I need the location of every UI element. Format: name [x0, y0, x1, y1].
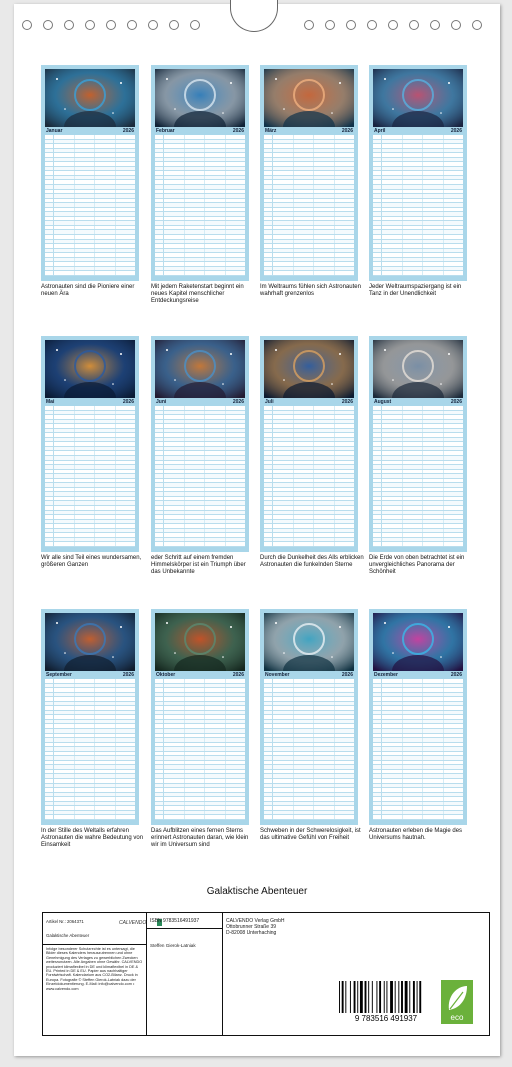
month-name: August	[374, 399, 392, 405]
month-header	[45, 127, 135, 135]
month-year: 2026	[122, 128, 134, 134]
legal-text: Infolge besonderer Schutzrechte ist es untersagt, die Bilder dieses Kalenders herauszutrennen und ohne Genehmigung des Verlages zu gewerblichen Zwecken weiterzunutzen. Alle Angaben ohne Gewähr. CALVENDO produziert klimaflexibel in DE und klimaflexibel in DE & EU. Printed in DE & EU. Papier aus nachhaltiger Forstwirtschaft. Kalendarium aus CO2-Bilanz. Druck in Europa. Fotografie © Steffen Gierok-Latniak dazu der Einzeldokumentierung. E-Mail: info@calvendo.com • www.calvendo.com	[46, 947, 143, 991]
day-row	[155, 815, 245, 820]
month-caption: Schweben in der Schwerelosigkeit, ist das ultimative Gefühl von Freiheit	[260, 828, 361, 841]
isbn-barcode	[333, 979, 439, 1023]
day-row	[264, 815, 354, 820]
binding-hole	[169, 20, 179, 30]
month-year: 2026	[341, 128, 353, 134]
month-grid	[155, 679, 245, 820]
month-grid	[373, 406, 463, 547]
month-caption: Das Aufblitzen eines fernen Sterns erinnert Astronauten daran, wie klein wir im Universum sind	[151, 828, 249, 848]
binding-hole	[148, 20, 158, 30]
barcode-digits: 9 783516 491937	[354, 1014, 418, 1023]
month-panel-maerz	[260, 65, 358, 281]
day-row	[264, 542, 354, 547]
month-photo	[45, 340, 135, 398]
month-panel-januar	[41, 65, 139, 281]
publisher-line-1: CALVENDO Verlag GmbH	[226, 918, 285, 924]
month-panel-oktober	[151, 609, 249, 825]
month-photo	[45, 613, 135, 671]
month-name: Juni	[156, 399, 167, 405]
binding-hole	[127, 20, 137, 30]
month-grid	[155, 406, 245, 547]
month-grid	[155, 135, 245, 276]
binding-hole	[190, 20, 200, 30]
month-name: Februar	[156, 128, 175, 134]
month-caption: Mit jedem Raketenstart beginnt ein neues Kapitel menschlicher Entdeckungsreise	[151, 284, 244, 304]
month-header	[373, 398, 463, 406]
month-name: März	[265, 128, 277, 134]
calendar-page	[14, 4, 500, 1056]
month-photo	[373, 340, 463, 398]
binding-hole	[346, 20, 356, 30]
author-name: Steffen Gierok-Latniak	[150, 943, 196, 948]
binding-hole	[106, 20, 116, 30]
logo-text: CALVENDO	[119, 920, 147, 926]
month-header	[264, 127, 354, 135]
footer-calendar-name: Galaktische Abenteuer	[46, 933, 90, 938]
article-number: Artikel Nr.: 2064371	[46, 919, 84, 924]
month-grid	[264, 406, 354, 547]
day-row	[45, 542, 135, 547]
day-row	[373, 271, 463, 276]
month-caption: eder Schritt auf einem fremden Himmelskörper ist ein Triumph über das Unbekannte	[151, 555, 246, 575]
month-header	[264, 671, 354, 679]
day-row	[373, 815, 463, 820]
month-photo	[45, 69, 135, 127]
month-header	[155, 127, 245, 135]
leaf-icon	[441, 980, 473, 1024]
month-name: Januar	[46, 128, 63, 134]
month-name: Dezember	[374, 672, 398, 678]
month-year: 2026	[232, 128, 244, 134]
month-caption: Jeder Weltraumspaziergang ist ein Tanz in der Unendlichkeit	[369, 284, 462, 297]
publisher-line-2: Ottobrunner Straße 39	[226, 924, 277, 930]
footer-left-column	[43, 913, 147, 1035]
month-header	[373, 671, 463, 679]
month-name: Oktober	[156, 672, 176, 678]
month-photo	[155, 340, 245, 398]
binding-hole	[43, 20, 53, 30]
month-panel-dezember	[369, 609, 467, 825]
eco-label: eco	[450, 1013, 464, 1022]
month-year: 2026	[232, 399, 244, 405]
binding-hole	[472, 20, 482, 30]
month-name: September	[46, 672, 72, 678]
binding-hole	[409, 20, 419, 30]
month-name: November	[265, 672, 290, 678]
month-caption: Astronauten sind die Pioniere einer neuen Ära	[41, 284, 135, 297]
month-grid	[45, 406, 135, 547]
month-header	[45, 671, 135, 679]
month-grid	[373, 679, 463, 820]
month-year: 2026	[450, 672, 462, 678]
month-grid	[264, 679, 354, 820]
month-grid	[45, 135, 135, 276]
month-grid	[373, 135, 463, 276]
month-year: 2026	[122, 399, 134, 405]
month-panel-april	[369, 65, 467, 281]
month-panel-juli	[260, 336, 358, 552]
month-panel-august	[369, 336, 467, 552]
binding-hole	[304, 20, 314, 30]
month-caption: Wir alle sind Teil eines wundersamen, größeren Ganzen	[41, 555, 142, 568]
month-photo	[155, 69, 245, 127]
month-year: 2026	[450, 128, 462, 134]
day-row	[155, 271, 245, 276]
month-year: 2026	[122, 672, 134, 678]
month-grid	[264, 135, 354, 276]
isbn-text: ISBN 9783516491937	[150, 918, 200, 924]
month-caption: Im Weltraums fühlen sich Astronauten wahrhaft grenzenlos	[260, 284, 361, 297]
footer-info-box	[42, 912, 490, 1036]
binding-hole	[85, 20, 95, 30]
month-header	[155, 671, 245, 679]
month-panel-mai	[41, 336, 139, 552]
month-year: 2026	[341, 399, 353, 405]
month-panel-februar	[151, 65, 249, 281]
month-year: 2026	[341, 672, 353, 678]
month-caption: Die Erde von oben betrachtet ist ein unvergleichliches Panorama der Schönheit	[369, 555, 465, 575]
month-header	[264, 398, 354, 406]
month-panel-september	[41, 609, 139, 825]
binding-hole	[64, 20, 74, 30]
binding-hole	[22, 20, 32, 30]
month-photo	[373, 69, 463, 127]
month-header	[373, 127, 463, 135]
month-photo	[264, 340, 354, 398]
month-caption: Astronauten erleben die Magie des Universums hautnah.	[369, 828, 463, 841]
day-row	[155, 542, 245, 547]
month-panel-juni	[151, 336, 249, 552]
month-year: 2026	[450, 399, 462, 405]
month-photo	[264, 613, 354, 671]
binding-hole	[430, 20, 440, 30]
month-photo	[264, 69, 354, 127]
month-photo	[373, 613, 463, 671]
month-header	[155, 398, 245, 406]
month-caption: Durch die Dunkelheit des Alls erblicken Astronauten die funkelnden Sterne	[260, 555, 364, 568]
eco-badge	[440, 979, 474, 1025]
month-photo	[155, 613, 245, 671]
month-grid	[45, 679, 135, 820]
day-row	[45, 815, 135, 820]
day-row	[264, 271, 354, 276]
day-row	[373, 542, 463, 547]
month-year: 2026	[232, 672, 244, 678]
month-name: April	[374, 128, 386, 134]
day-row	[45, 271, 135, 276]
footer-middle-column	[147, 913, 223, 1035]
binding-hole	[451, 20, 461, 30]
month-name: Juli	[265, 399, 274, 405]
calendar-title: Galaktische Abenteuer	[206, 886, 308, 897]
month-name: Mai	[46, 399, 55, 405]
publisher-line-3: D-82008 Unterhaching	[226, 930, 277, 936]
month-header	[45, 398, 135, 406]
month-panel-november	[260, 609, 358, 825]
binding-hole	[325, 20, 335, 30]
binding-hole	[388, 20, 398, 30]
month-caption: In der Stille des Weltalls erfahren Astronauten die wahre Bedeutung von Einsamkeit	[41, 828, 144, 848]
binding-hole	[367, 20, 377, 30]
